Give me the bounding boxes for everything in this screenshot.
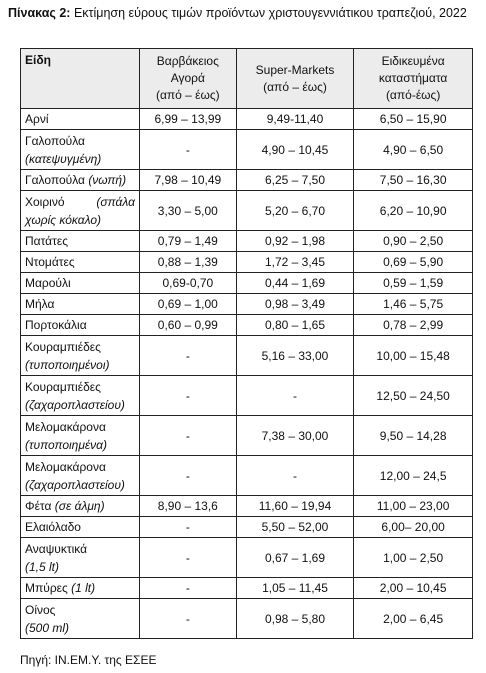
table-row — [21, 496, 473, 517]
item-name: Γαλοπούλα — [25, 173, 89, 187]
specialty-price: 0,90 – 2,50 — [354, 231, 473, 252]
item-cell — [21, 273, 140, 294]
item-name: Μπύρες — [25, 581, 72, 595]
header-specialty-line2: καταστήματα — [378, 71, 448, 85]
item-cell — [21, 416, 140, 456]
item-name: Μαρούλι — [25, 276, 71, 290]
item-note: (νωπή) — [88, 173, 127, 187]
item-note: (1,5 lt) — [25, 559, 60, 574]
specialty-price: 6,20 – 10,90 — [354, 191, 473, 231]
table-row — [21, 517, 473, 538]
market-price: 8,90 – 13,6 — [139, 496, 236, 517]
market-price: 0,88 – 1,39 — [139, 252, 236, 273]
market-price: 0,69-0,70 — [139, 273, 236, 294]
item-note: (κατεψυγμένη) — [25, 151, 102, 166]
supermarket-price: 5,20 – 6,70 — [236, 191, 354, 231]
specialty-price: 12,00 – 24,5 — [354, 456, 473, 496]
market-price: - — [139, 456, 236, 496]
header-specialty-line3: (από-έως) — [385, 88, 441, 102]
supermarket-price: 6,25 – 7,50 — [236, 170, 354, 191]
specialty-price: 0,59 – 1,59 — [354, 273, 473, 294]
item-note: (σε άλμη) — [54, 499, 105, 513]
specialty-price: 11,00 – 23,00 — [354, 496, 473, 517]
header-supermarket-line1: Super-Markets — [255, 62, 335, 77]
item-name: Μελομακάρονα — [25, 459, 106, 474]
item-cell — [21, 496, 140, 517]
specialty-price: 0,78 – 2,99 — [354, 315, 473, 336]
table-row — [21, 130, 473, 170]
item-cell — [21, 538, 140, 578]
item-note: (τυποποιημένοι) — [25, 357, 110, 372]
item-name: Πορτοκάλια — [25, 318, 87, 332]
item-cell — [21, 170, 140, 191]
table-row — [21, 599, 473, 639]
table-row — [21, 376, 473, 416]
supermarket-price: - — [236, 456, 354, 496]
header-item: Είδη — [21, 49, 140, 109]
item-cell — [21, 294, 140, 315]
table-row — [21, 252, 473, 273]
supermarket-price: 5,16 – 33,00 — [236, 336, 354, 376]
item-cell — [21, 376, 140, 416]
header-supermarket — [236, 49, 354, 109]
specialty-price: 9,50 – 14,28 — [354, 416, 473, 456]
table-row — [21, 336, 473, 376]
header-market-line2: Αγορά — [170, 71, 205, 85]
table-row — [21, 273, 473, 294]
item-note: (τυποποιημένα) — [25, 437, 108, 452]
table-row — [21, 170, 473, 191]
supermarket-price: 1,05 – 11,45 — [236, 578, 354, 599]
table-row — [21, 538, 473, 578]
item-note: (σπάλα — [96, 194, 135, 209]
item-cell — [21, 315, 140, 336]
header-supermarket-line2: (από – έως) — [263, 79, 327, 94]
specialty-price: 12,50 – 24,50 — [354, 376, 473, 416]
item-name: Μήλα — [25, 297, 55, 311]
item-cell — [21, 130, 140, 170]
specialty-price: 1,00 – 2,50 — [354, 538, 473, 578]
table-row — [21, 578, 473, 599]
header-row — [21, 49, 473, 109]
item-cell — [21, 517, 140, 538]
supermarket-price: 4,90 – 10,45 — [236, 130, 354, 170]
table-row — [21, 294, 473, 315]
supermarket-price: 7,38 – 30,00 — [236, 416, 354, 456]
market-price: - — [139, 376, 236, 416]
supermarket-price: 9,49-11,40 — [236, 109, 354, 130]
item-name: Μελομακάρονα — [25, 419, 106, 434]
item-note: (ζαχαροπλαστείου) — [25, 477, 125, 492]
specialty-price: 6,50 – 15,90 — [354, 109, 473, 130]
item-cell — [21, 456, 140, 496]
market-price: 7,98 – 10,49 — [139, 170, 236, 191]
table-row — [21, 191, 473, 231]
header-market — [139, 49, 236, 109]
supermarket-price: 0,67 – 1,69 — [236, 538, 354, 578]
market-price: - — [139, 416, 236, 456]
table-caption — [8, 4, 478, 22]
header-specialty — [354, 49, 473, 109]
table-row — [21, 456, 473, 496]
specialty-price: 4,90 – 6,50 — [354, 130, 473, 170]
item-name: Ντομάτες — [25, 255, 75, 269]
supermarket-price: 11,60 – 19,94 — [236, 496, 354, 517]
item-cell — [21, 252, 140, 273]
specialty-price: 7,50 – 16,30 — [354, 170, 473, 191]
supermarket-price: 0,80 – 1,65 — [236, 315, 354, 336]
supermarket-price: 5,50 – 52,00 — [236, 517, 354, 538]
table-row — [21, 315, 473, 336]
market-price: - — [139, 130, 236, 170]
market-price: 0,79 – 1,49 — [139, 231, 236, 252]
source-note: Πηγή: ΙΝ.ΕΜ.Υ. της ΕΣΕΕ — [20, 653, 157, 667]
supermarket-price: 0,98 – 3,49 — [236, 294, 354, 315]
header-market-line3: (από – έως) — [155, 88, 220, 102]
item-name: Ελαιόλαδο — [25, 520, 81, 534]
market-price: 0,69 – 1,00 — [139, 294, 236, 315]
item-cell — [21, 191, 140, 231]
market-price: - — [139, 599, 236, 639]
item-name: Κουραμπιέδες — [25, 379, 101, 394]
item-note: (1 lt) — [71, 581, 96, 595]
price-table — [20, 48, 473, 639]
supermarket-price: 0,98 – 5,80 — [236, 599, 354, 639]
item-name: Γαλοπούλα — [25, 133, 85, 148]
market-price: - — [139, 538, 236, 578]
item-name: Οίνος — [25, 602, 56, 617]
item-name: Πατάτες — [25, 234, 68, 248]
item-name: Χοιρινό — [25, 194, 65, 209]
table-row — [21, 109, 473, 130]
item-note: χωρίς κόκαλο) — [25, 212, 102, 227]
supermarket-price: 0,92 – 1,98 — [236, 231, 354, 252]
item-cell — [21, 599, 140, 639]
market-price: 0,60 – 0,99 — [139, 315, 236, 336]
specialty-price: 6,00– 20,00 — [354, 517, 473, 538]
item-cell — [21, 336, 140, 376]
caption-text: Εκτίμηση εύρους τιμών προϊόντων χριστουγεννιάτικου τραπεζιού, 2022 — [70, 6, 467, 20]
table-row — [21, 416, 473, 456]
item-note: (500 ml) — [25, 620, 70, 635]
supermarket-price: 0,44 – 1,69 — [236, 273, 354, 294]
item-name: Αρνί — [25, 112, 49, 126]
item-cell — [21, 578, 140, 599]
header-market-line1: Βαρβάκειος — [156, 54, 219, 68]
specialty-price: 2,00 – 10,45 — [354, 578, 473, 599]
market-price: - — [139, 517, 236, 538]
specialty-price: 0,69 – 5,90 — [354, 252, 473, 273]
item-cell — [21, 231, 140, 252]
market-price: - — [139, 336, 236, 376]
item-note: (ζαχαροπλαστείου) — [25, 397, 125, 412]
item-cell — [21, 109, 140, 130]
supermarket-price: - — [236, 376, 354, 416]
specialty-price: 1,46 – 5,75 — [354, 294, 473, 315]
market-price: - — [139, 578, 236, 599]
header-specialty-line1: Ειδικευμένα — [381, 54, 445, 68]
caption-label: Πίνακας 2: — [8, 6, 71, 20]
item-name: Φέτα — [25, 499, 55, 513]
table-row — [21, 231, 473, 252]
market-price: 3,30 – 5,00 — [139, 191, 236, 231]
specialty-price: 10,00 – 15,48 — [354, 336, 473, 376]
specialty-price: 2,00 – 6,45 — [354, 599, 473, 639]
item-name: Αναψυκτικά — [25, 541, 88, 556]
market-price: 6,99 – 13,99 — [139, 109, 236, 130]
item-name: Κουραμπιέδες — [25, 339, 101, 354]
supermarket-price: 1,72 – 3,45 — [236, 252, 354, 273]
